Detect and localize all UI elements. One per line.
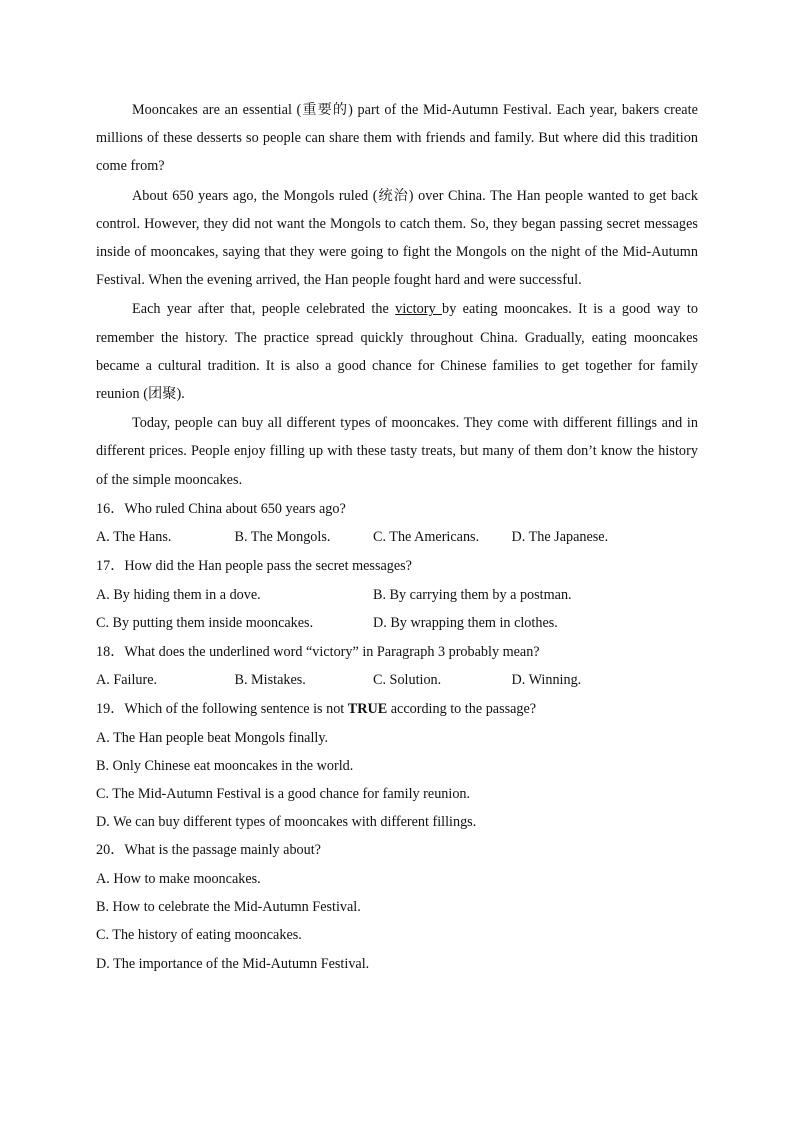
- document-page: [96, 96, 698, 978]
- question-16-option-d: D. The Japanese.: [511, 529, 609, 546]
- question-19-option-d: D. We can buy different types of mooncakes with different fillings.: [96, 814, 477, 831]
- question-17-option-c: C. By putting them inside mooncakes.: [96, 615, 314, 632]
- question-19-option-c: C. The Mid-Autumn Festival is a good chance for family reunion.: [96, 786, 471, 802]
- question-20-option-a: A. How to make mooncakes.: [96, 871, 261, 887]
- question-17-options-row-1: [96, 581, 698, 610]
- question-18-option-d: D. Winning.: [511, 672, 582, 689]
- question-19-option-a: A. The Han people beat Mongols finally.: [96, 729, 329, 746]
- question-17-option-a: A. By hiding them in a dove.: [96, 586, 261, 603]
- question-16-stem: 16．Who ruled China about 650 years ago?: [96, 500, 346, 517]
- question-18-option-b: B. Mistakes.: [234, 672, 306, 689]
- question-17-option-b: B. By carrying them by a postman.: [373, 586, 572, 603]
- question-19-keyword-true: TRUE: [347, 701, 388, 717]
- paragraph-3-after: by eating mooncakes. It is a good way to remember the history. The practice spread quickly throughout China. Gradually, eating mooncakes became a cultural tradition. It is also a good chance for Chinese families to get together for family reunion (团聚).: [96, 301, 698, 403]
- question-16-option-c: C. The Americans.: [373, 529, 480, 546]
- passage-paragraph-2: About 650 years ago, the Mongols ruled (统治) over China. The Han people wanted to get back control. However, they did not want the Mongols to catch them. So, they began passing secret messages inside of mooncakes, saying that they were going to fight the Mongols on the night of the Mid-Autumn Festival. When the evening arrived, the Han people fought hard and were successful.: [96, 187, 698, 289]
- question-19-stem-before: 19．Which of the following sentence is not: [96, 701, 348, 717]
- paragraph-3-before: Each year after that, people celebrated the: [132, 301, 396, 318]
- question-19-option-b: B. Only Chinese eat mooncakes in the world.: [96, 757, 354, 774]
- passage-paragraph-1: Mooncakes are an essential (重要的) part of the Mid-Autumn Festival. Each year, bakers create millions of these desserts so people can share them with friends and family. But where did this tradition come from?: [96, 102, 698, 175]
- question-17-options-row-2: [96, 609, 698, 638]
- underlined-word-victory: victory: [395, 301, 443, 318]
- question-17-option-d: D. By wrapping them in clothes.: [373, 615, 558, 632]
- question-19-stem-after: according to the passage?: [387, 701, 537, 717]
- question-16-option-a: A. The Hans.: [96, 529, 172, 546]
- question-18-option-a: A. Failure.: [96, 672, 158, 689]
- question-16-options: [96, 523, 698, 552]
- question-18-stem: 18．What does the underlined word “victory” in Paragraph 3 probably mean?: [96, 643, 540, 660]
- passage-paragraph-3: [96, 295, 698, 408]
- question-20-stem: 20．What is the passage mainly about?: [96, 842, 321, 859]
- passage-paragraph-4: Today, people can buy all different types of mooncakes. They come with different fillings and in different prices. People enjoy filling up with these tasty treats, but many of them don’t know the history of the simple mooncakes.: [96, 415, 698, 488]
- question-16-option-b: B. The Mongols.: [234, 529, 331, 546]
- question-20-option-c: C. The history of eating mooncakes.: [96, 927, 302, 944]
- question-17-stem: 17．How did the Han people pass the secret messages?: [96, 558, 412, 575]
- question-20-option-b: B. How to celebrate the Mid-Autumn Festival.: [96, 899, 361, 916]
- question-18-options: [96, 666, 698, 695]
- question-19-stem: [96, 695, 698, 724]
- question-20-option-d: D. The importance of the Mid-Autumn Festival.: [96, 955, 370, 972]
- question-18-option-c: C. Solution.: [373, 672, 442, 689]
